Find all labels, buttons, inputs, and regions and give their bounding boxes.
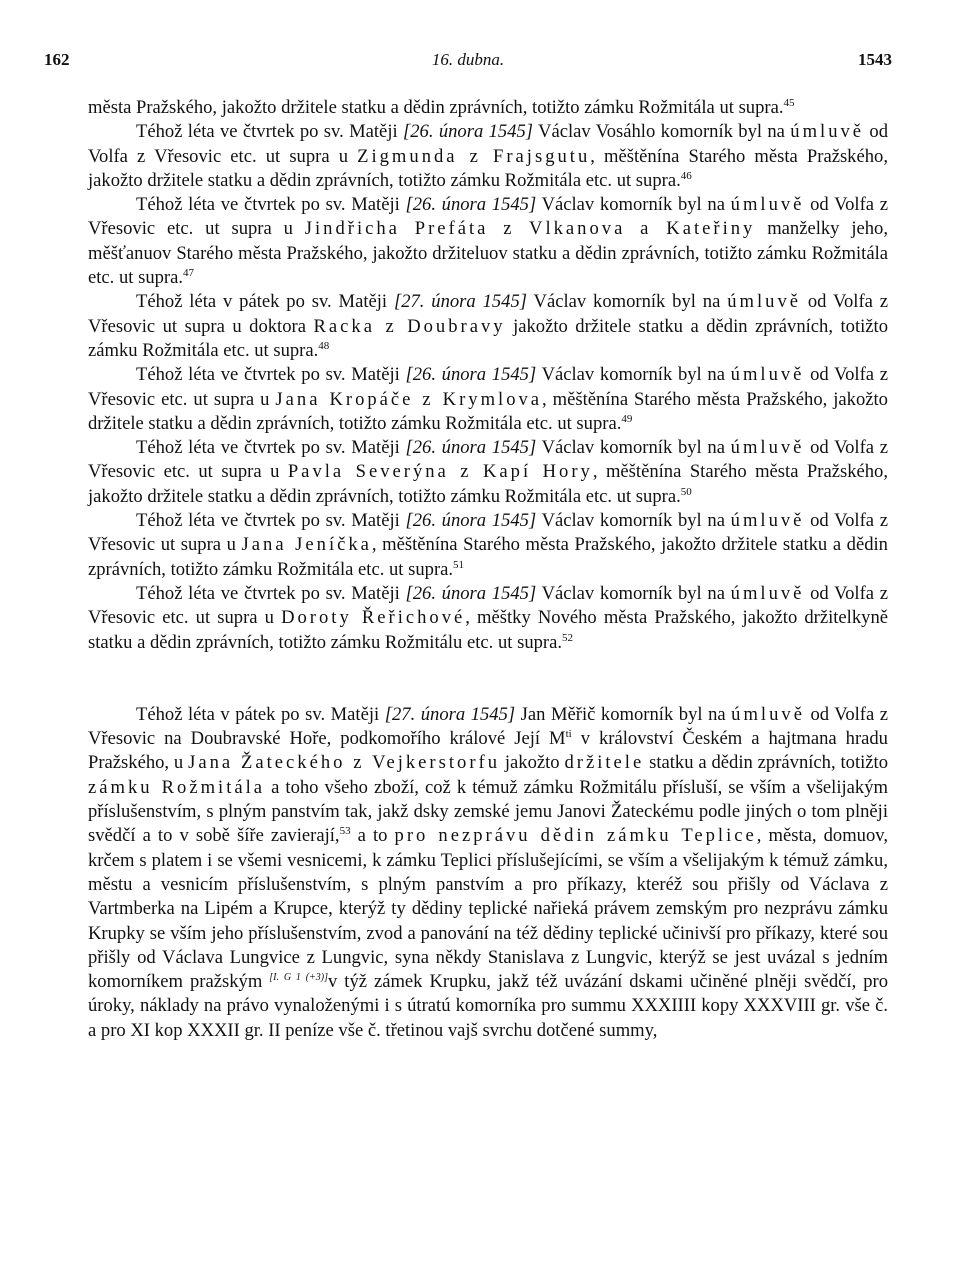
entry-text: , města, domuov, krčem s platem i se všemi vesnicemi, k zámku Teplici příslušejícími, se vším a všelijakým k témuž zámku, městu a vesnicím příslušenstvím, s plným panstvím a pro příkazy, kteréž sou přišly od Václava z Vartmberka na Lipém a Krupce, kterýž ty dědiny teplické nařieká právem zemským pro nezprávu zámku Krupky se vším jeho příslušenstvím, zvod a panování na též dědiny teplické učinivší pro příkazy, které sou přišly od Václava Lungvice z Lungvic, syna někdy Stanislava z Lungvic, kterýž se jest uvázal s jedním komorníkem pražským: [88, 825, 888, 993]
entry-text: , měštěnína Starého města Pražského, jakožto držitele statku a dědin zprávních, totižto zámku Rožmitála etc. ut supra.: [88, 461, 888, 507]
entry-date: [26. února 1545]: [405, 437, 537, 459]
spaced-text: úmluvě: [730, 582, 805, 604]
footnote-ref: 47: [183, 266, 195, 279]
entry-text: od Volfa z Vřesovic etc. ut supra u: [88, 582, 888, 629]
spaced-text: úmluvě: [731, 703, 805, 725]
person-name: Pavla Severýna z Kapí Hory: [287, 461, 593, 483]
entry-paragraph: [88, 582, 888, 655]
entry-paragraph: [88, 96, 888, 120]
body-text: [88, 96, 888, 1043]
entry-text: od Volfa z Vřesovic etc. ut supra u: [88, 194, 888, 240]
spaced-text: úmluvě: [730, 194, 805, 216]
entry-text: Václav komorník byl na: [527, 291, 728, 313]
spaced-text: zámku Rožmitála: [88, 776, 266, 798]
entry-text: , měštěnína Starého města Pražského, jakožto držitele statku a dědin zprávních, totižto zámku Rožmitála etc. ut supra.: [88, 388, 888, 434]
entry-text: města Pražského, jakožto držitele statku a dědin zprávních, totižto zámku Rožmitála ut supra.: [88, 97, 784, 118]
entry-text: od Volfa z Vřesovic etc. ut supra u: [88, 437, 888, 483]
entry-text: Téhož léta v pátek po sv. Matěji: [136, 703, 385, 725]
entry-date: [27. února 1545]: [384, 703, 516, 725]
spaced-text: pro nezprávu dědin zámku Teplice: [394, 825, 757, 847]
entry-paragraph: [88, 120, 888, 193]
entry-text: Václav komorník byl na: [536, 510, 731, 532]
entry-text: od Volfa z Vřesovic etc. ut supra u: [88, 121, 889, 167]
entry-paragraph: [88, 703, 888, 1043]
entry-text: , měštěnína Starého města Pražského, jakožto držitele statku a dědin zprávních, totižto zámku Rožmitála etc. ut supra.: [88, 534, 888, 580]
person-name: Zigmunda z Frajsgutu: [357, 145, 591, 167]
footnote-ref: 52: [562, 631, 574, 644]
spaced-text: úmluvě: [790, 121, 865, 143]
person-name: Racka z Doubravy: [313, 315, 506, 337]
footnote-ref: 48: [318, 339, 330, 352]
entry-text: Téhož léta ve čtvrtek po sv. Matěji: [136, 364, 406, 386]
footnote-ref: 49: [621, 412, 633, 425]
entry-date: [27. února 1545]: [393, 291, 527, 313]
spaced-text: úmluvě: [730, 364, 805, 386]
entry-paragraph: [88, 193, 888, 290]
person-name: Jana Jeníčka: [241, 534, 372, 556]
spaced-text: úmluvě: [727, 291, 801, 313]
entry-text: Václav komorník byl na: [536, 194, 731, 216]
entry-text: Václav komorník byl na: [536, 437, 731, 459]
entry-text: Václav Vosáhlo komorník byl na: [533, 121, 791, 143]
entry-text: , měštěnína Starého města Pražského, jakožto držitele statku a dědin zprávních, totižto zámku Rožmitála etc. ut supra.: [88, 145, 888, 191]
entry-text: a toho všeho zboží, což k témuž zámku Rožmitálu přísluší, se vším a všelijakým příslušenstvím, s plným panstvím tak, jakž dsky zemské jemu Janovi Žateckému podle jiných o tom plněji svědčí a to v sobě šíře zavierají,: [88, 776, 888, 847]
page-number: 162: [44, 50, 70, 69]
entry-text: od Volfa z Vřesovic etc. ut supra u: [88, 364, 888, 410]
entry-text: Téhož léta ve čtvrtek po sv. Matěji: [136, 510, 406, 532]
entry-text: v týž zámek Krupku, jakž též uvázání dskami učiněné plněji svědčí, pro úroky, náklady na právo vynaloženými i s útratú komorníka pro summu XXXIIII kopy XXXVIII gr. vše č. a pro XI kop XXXII gr. II peníze vše č. třetinou vajš svrchu dotčené summy,: [88, 971, 888, 1041]
page-header: [44, 50, 892, 76]
footnote-ref: 53: [339, 825, 351, 838]
margin-reference: [I. G 1 (+3)]: [269, 971, 328, 983]
footnote-ref: 46: [680, 169, 692, 182]
spaced-text: držitele: [564, 752, 645, 774]
entry-text: Jan Měřič komorník byl na: [515, 703, 732, 725]
entry-text: Téhož léta ve čtvrtek po sv. Matěji: [136, 121, 403, 143]
entry-text: v království Českém a hajtmana hradu Pražského, u: [88, 728, 888, 774]
entry-date: [26. února 1545]: [405, 510, 537, 532]
entry-paragraph: [88, 363, 888, 436]
entry-text: Téhož léta ve čtvrtek po sv. Matěji: [136, 194, 406, 216]
entry-text: od Volfa z Vřesovic ut supra u: [88, 510, 888, 556]
entry-text: jakožto: [500, 752, 565, 774]
spaced-text: úmluvě: [730, 437, 805, 459]
entry-text: Václav komorník byl na: [536, 582, 731, 604]
entry-date: [26. února 1545]: [403, 121, 534, 143]
superscript-abbrev: ti: [565, 727, 572, 740]
entry-paragraph: [88, 290, 888, 363]
person-name: Doroty Řeřichové: [281, 607, 466, 629]
entry-text: statku a dědin zprávních, totižto: [644, 752, 888, 774]
entry-text: Václav komorník byl na: [536, 364, 731, 386]
entry-text: manželky jeho, měšťanuov Starého města Pražského, jakožto držiteluov statku a dědin zprávních, totižto zámku Rožmitála etc. ut supra.: [88, 218, 888, 289]
entry-text: od Volfa z Vřesovic na Doubravské Hoře, podkomořího králové Její M: [88, 703, 889, 750]
entry-date: [26. února 1545]: [405, 582, 537, 604]
entry-text: a to: [350, 825, 395, 847]
year-heading: 1543: [858, 50, 892, 69]
entry-paragraph: [88, 436, 888, 509]
entry-date: [26. února 1545]: [405, 194, 537, 216]
entry-text: , měštky Nového města Pražského, jakožto držitelkyně statku a dědin zprávních, totižto zámku Rožmitálu etc. ut supra.: [88, 607, 888, 653]
entry-date: [26. února 1545]: [405, 364, 537, 386]
spaced-text: úmluvě: [730, 510, 805, 532]
footnote-ref: 51: [453, 558, 465, 571]
entry-text: jakožto držitele statku a dědin zprávních, totižto zámku Rožmitála etc. ut supra.: [88, 315, 888, 361]
entry-text: Téhož léta ve čtvrtek po sv. Matěji: [136, 582, 406, 604]
person-name: Jindřicha Prefáta z Vlkanova a Kateřiny: [304, 218, 756, 240]
entry-text: Téhož léta ve čtvrtek po sv. Matěji: [136, 437, 406, 459]
running-title: 16. dubna.: [431, 50, 505, 69]
person-name: Jana Žateckého z Vejkerstorfu: [188, 752, 500, 774]
footnote-ref: 45: [783, 96, 795, 109]
entry-text: Téhož léta v pátek po sv. Matěji: [136, 291, 394, 313]
entry-paragraph: [88, 509, 888, 582]
person-name: Jana Kropáče z Krymlova: [275, 388, 543, 410]
entry-text: od Volfa z Vřesovic ut supra u doktora: [88, 291, 889, 337]
footnote-ref: 50: [680, 485, 692, 498]
